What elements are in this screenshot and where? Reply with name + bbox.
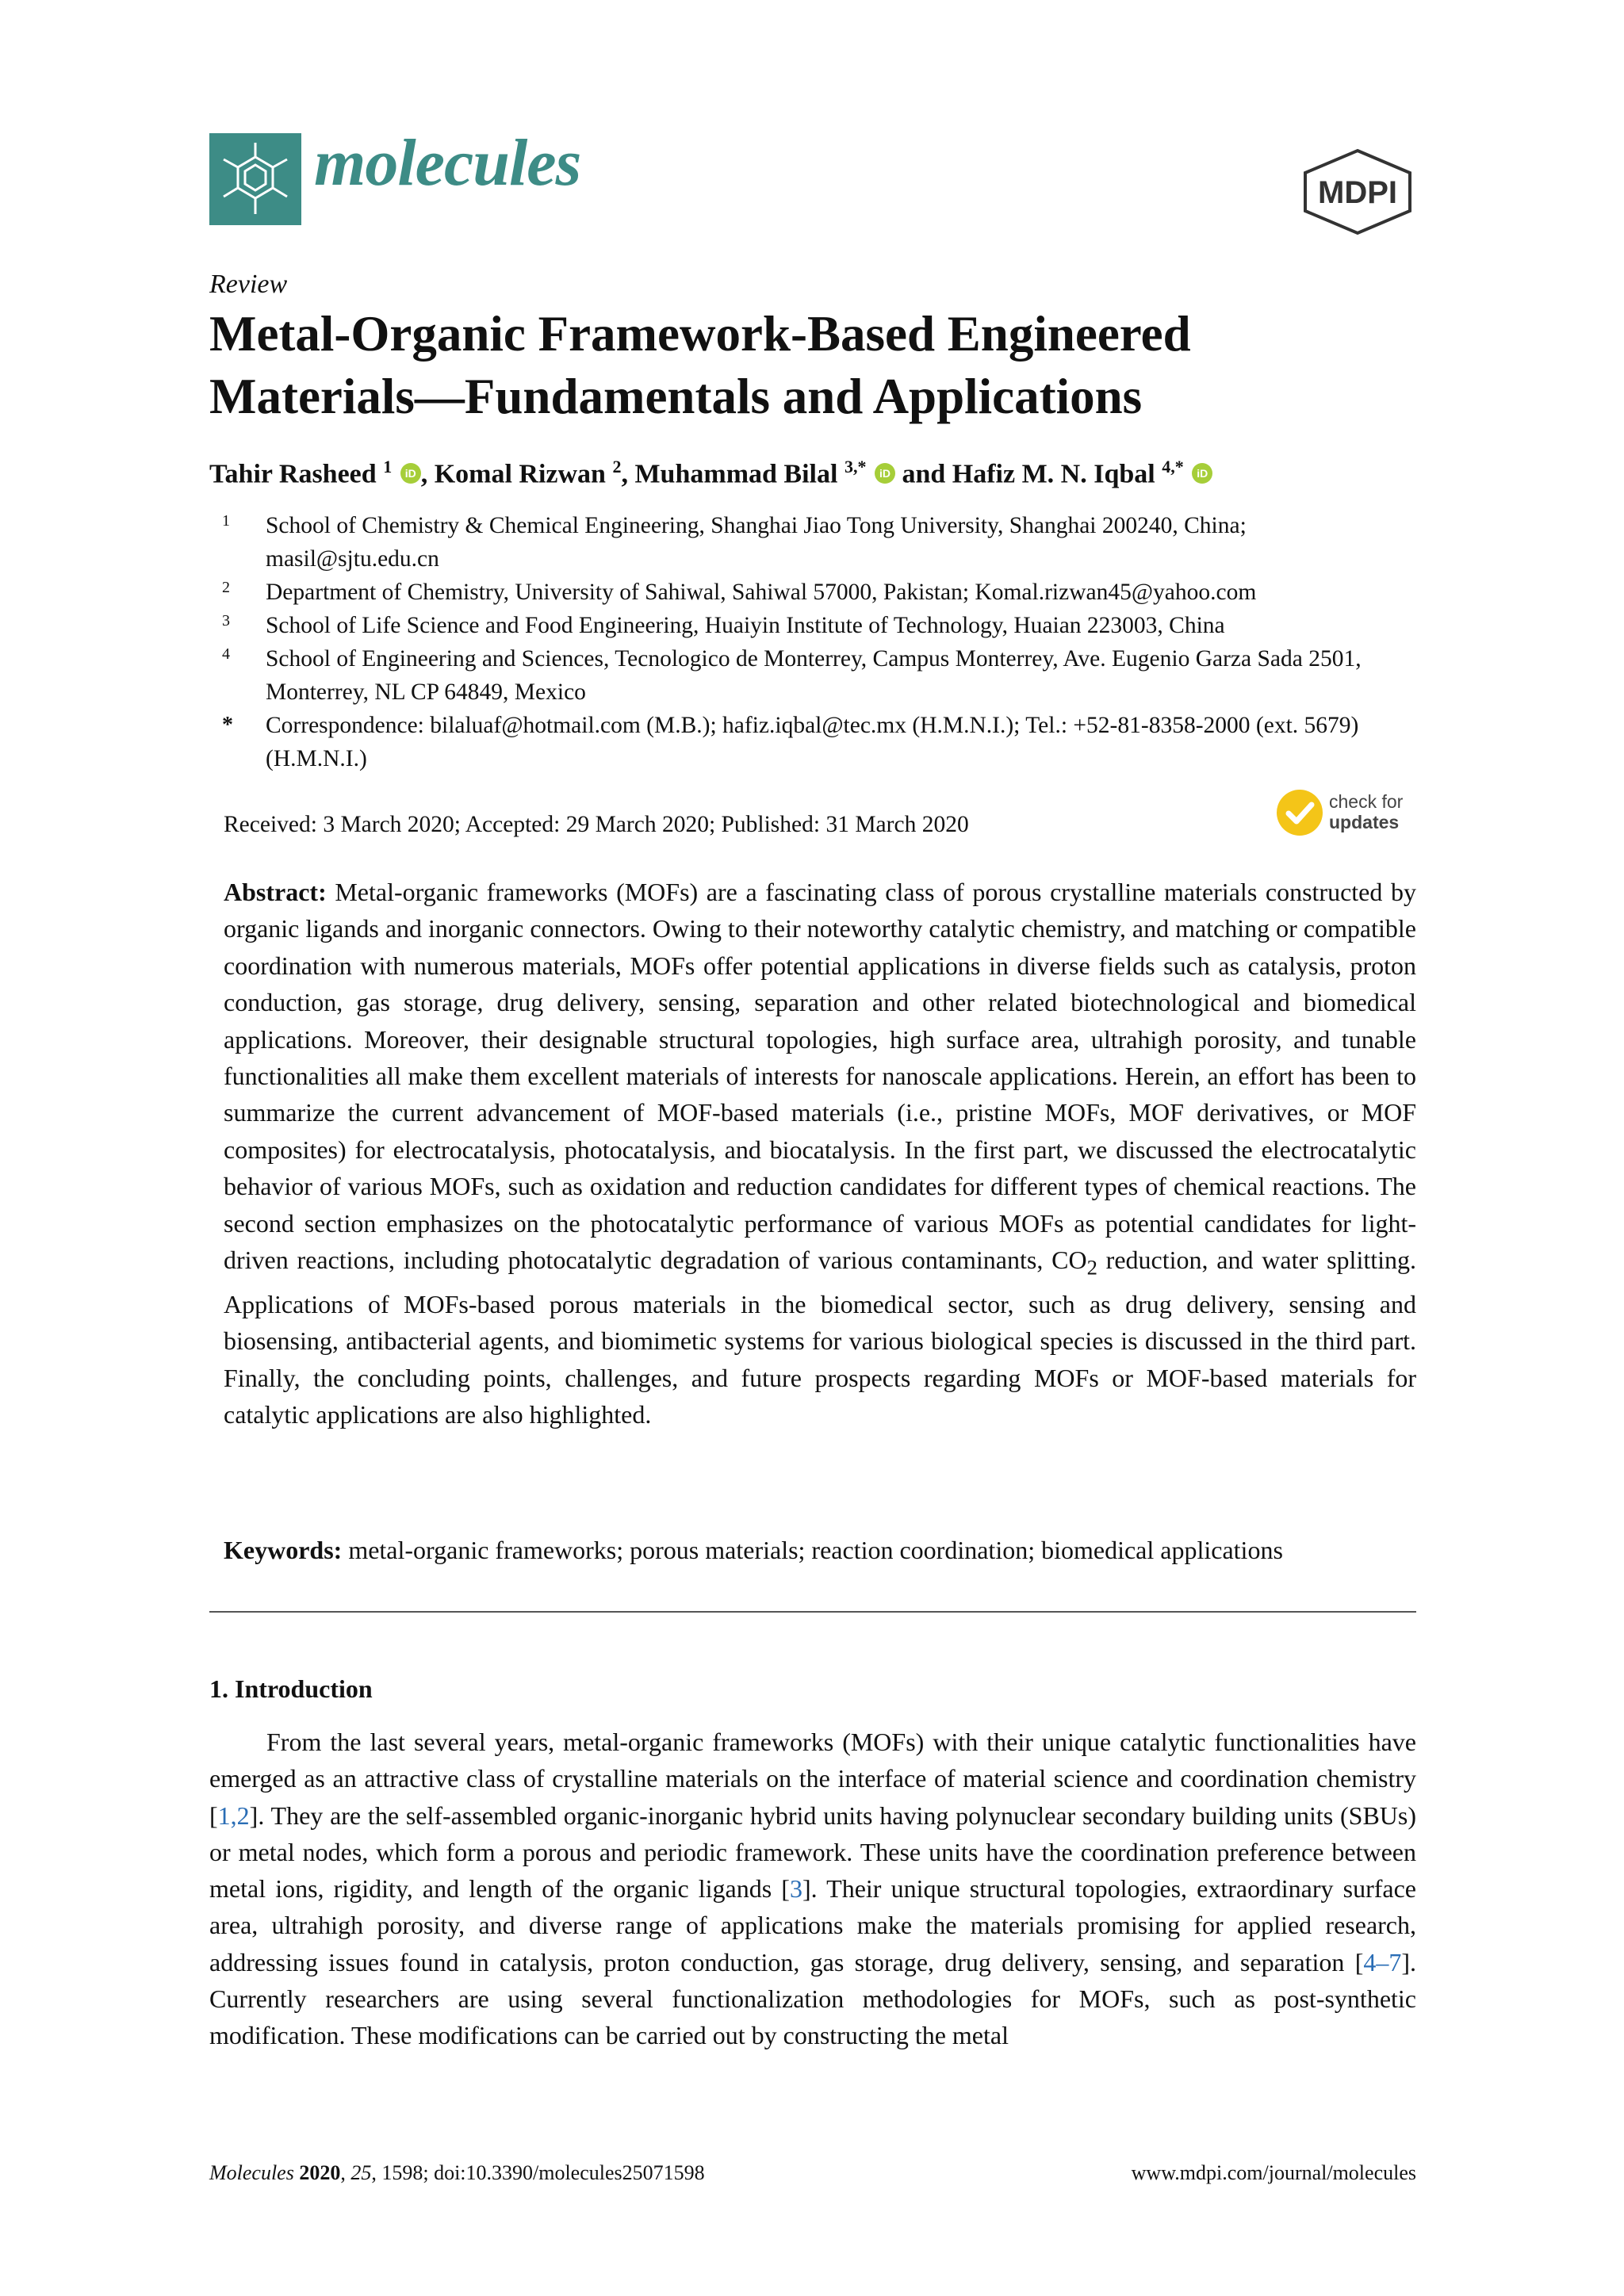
body-paragraph <box>209 1724 1416 2054</box>
body-text: ]. Their unique structural topologies, extraordinary surface area, ultrahigh porosity, and diverse range of applications make the materials promising for applied research, addressing issues found in catalysis, proton conduction, gas storage, drug delivery, sensing, and separation [ <box>209 1874 1417 1976</box>
author-name: Muhammad Bilal <box>634 459 838 489</box>
badge-line-1: check for <box>1329 791 1404 812</box>
affiliation-item <box>222 709 1419 775</box>
affiliations <box>222 509 1419 775</box>
affiliation-text: School of Chemistry & Chemical Engineering, Shanghai Jiao Tong University, Shanghai 200240, China; masil@sjtu.edu.cn <box>266 513 1247 572</box>
checkmark-icon <box>1277 790 1323 836</box>
abstract-label: Abstract: <box>224 878 327 906</box>
correspondence-text: Correspondence: bilaluaf@hotmail.com (M.B.); hafiz.iqbal@tec.mx (H.M.N.I.); Tel.: +52-81-8358-2000 (ext. 5679) (H.M.N.I.) <box>266 713 1359 771</box>
affiliation-mark: 4 <box>222 645 230 663</box>
affiliation-item <box>222 609 1419 642</box>
author-name: Hafiz M. N. Iqbal <box>952 459 1155 489</box>
author-separator: , <box>420 459 435 489</box>
journal-name: molecules <box>314 126 581 200</box>
abstract-text-continued: reduction, and water splitting. Applications of MOFs-based porous materials in the biomedical sector, such as drug delivery, sensing and biosensing, antibacterial agents, and biomimetic systems for various biological species is discussed in the third part. Finally, the concluding points, challenges, and future prospects regarding MOFs or MOF-based materials for catalytic applications are also highlighted. <box>224 1246 1416 1429</box>
affiliation-item <box>222 642 1419 709</box>
author-list <box>209 457 1212 489</box>
keywords-label: Keywords: <box>224 1536 343 1564</box>
mdpi-logo-text: MDPI <box>1318 175 1397 210</box>
article-type: Review <box>209 270 288 299</box>
keywords-text: metal-organic frameworks; porous materials; reaction coordination; biomedical applications <box>342 1536 1283 1564</box>
body-text: ]. Currently researchers are using several functionalization methodologies for MOFs, such as post-synthetic modification. These modifications can be carried out by constructing the metal <box>209 1947 1416 2050</box>
section-divider <box>209 1611 1416 1613</box>
body-text: ]. They are the self-assembled organic-inorganic hybrid units having polynuclear secondary building units (SBUs) or metal nodes, which form a porous and periodic framework. These units have the coordination preference between metal ions, rigidity, and length of the organic ligands [ <box>209 1800 1416 1904</box>
mdpi-logo-icon <box>1299 147 1416 236</box>
affiliation-mark: * <box>222 713 233 737</box>
orcid-icon[interactable]: iD <box>1192 463 1212 484</box>
affiliation-text: School of Engineering and Sciences, Tecnologico de Monterrey, Campus Monterrey, Ave. Eugenio Garza Sada 2501, Monterrey, NL CP 64849, Mexico <box>266 646 1362 705</box>
footer-citation: Molecules 2020, 25, 1598; doi:10.3390/molecules25071598 <box>209 2161 705 2184</box>
author-affiliation-mark: 1 <box>383 457 393 476</box>
footer-volume: 25 <box>350 2161 372 2184</box>
citation-link[interactable]: 3 <box>789 1874 802 1904</box>
citation-link[interactable]: 4–7 <box>1363 1947 1402 1976</box>
affiliation-item <box>222 509 1419 576</box>
footer-url[interactable]: www.mdpi.com/journal/molecules <box>1131 2161 1416 2184</box>
publication-dates: Received: 3 March 2020; Accepted: 29 March 2020; Published: 31 March 2020 <box>224 812 969 837</box>
footer-journal: Molecules <box>209 2161 294 2184</box>
affiliation-mark: 2 <box>222 579 230 596</box>
footer-doi: , 1598; doi:10.3390/molecules25071598 <box>371 2161 705 2184</box>
abstract-text: Metal-organic frameworks (MOFs) are a fascinating class of porous crystalline materials constructed by organic ligands and inorganic connectors. Owing to their noteworthy catalytic chemistry, and matching or compatible coordination with numerous materials, MOFs offer potential applications in diverse fields such as catalysis, proton conduction, gas storage, drug delivery, sensing, separation and other related biotechnological and biomedical applications. Moreover, their designable structural topologies, high surface area, ultrahigh porosity, and tunable functionalities all make them excellent materials of interests for nanoscale applications. Herein, an effort has been to summarize the current advancement of MOF-based materials (i.e., pristine MOFs, MOF derivatives, or MOF composites) for electrocatalysis, photocatalysis, and biocatalysis. In the first part, we discussed the electrocatalytic behavior of various MOFs, such as oxidation and reduction candidates for different types of chemical reactions. The second section emphasizes on the photocatalytic performance of various MOFs as potential candidates for light-driven reactions, including photocatalytic degradation of various contaminants, CO <box>224 878 1416 1275</box>
check-for-updates-badge[interactable] <box>1277 788 1419 839</box>
affiliation-mark: 1 <box>222 512 230 530</box>
abstract <box>224 874 1416 1433</box>
affiliation-item <box>222 576 1419 609</box>
author-affiliation-mark: 4,* <box>1162 457 1184 476</box>
affiliation-text: School of Life Science and Food Engineering, Huaiyin Institute of Technology, Huaian 223003, China <box>266 613 1225 638</box>
affiliation-mark: 3 <box>222 612 230 629</box>
footer-year: 2020 <box>299 2161 341 2184</box>
author-name: Tahir Rasheed <box>209 459 377 489</box>
author-affiliation-mark: 3,* <box>844 457 867 476</box>
author-separator: and <box>894 459 952 489</box>
body-text: From the last several years, metal-organic frameworks (MOFs) with their unique catalytic functionalities have emerged as an attractive class of crystalline materials on the interface of material science and coordination chemistry [ <box>209 1728 1416 1830</box>
paper-title: Metal-Organic Framework-Based Engineered Materials—Fundamentals and Applications <box>209 306 1191 424</box>
affiliation-text: Department of Chemistry, University of Sahiwal, Sahiwal 57000, Pakistan; Komal.rizwan45@yahoo.com <box>266 580 1257 605</box>
author-affiliation-mark: 2 <box>612 457 622 476</box>
journal-logo-icon <box>209 133 301 225</box>
keywords <box>224 1532 1416 1568</box>
orcid-icon[interactable]: iD <box>400 463 421 484</box>
subscript: 2 <box>1086 1255 1097 1280</box>
author-name: Komal Rizwan <box>434 459 606 489</box>
section-heading: 1. Introduction <box>209 1674 373 1703</box>
author-separator: , <box>621 459 635 489</box>
citation-link[interactable]: 1,2 <box>217 1800 250 1830</box>
orcid-icon[interactable]: iD <box>875 463 895 484</box>
badge-line-2: updates <box>1329 812 1400 832</box>
